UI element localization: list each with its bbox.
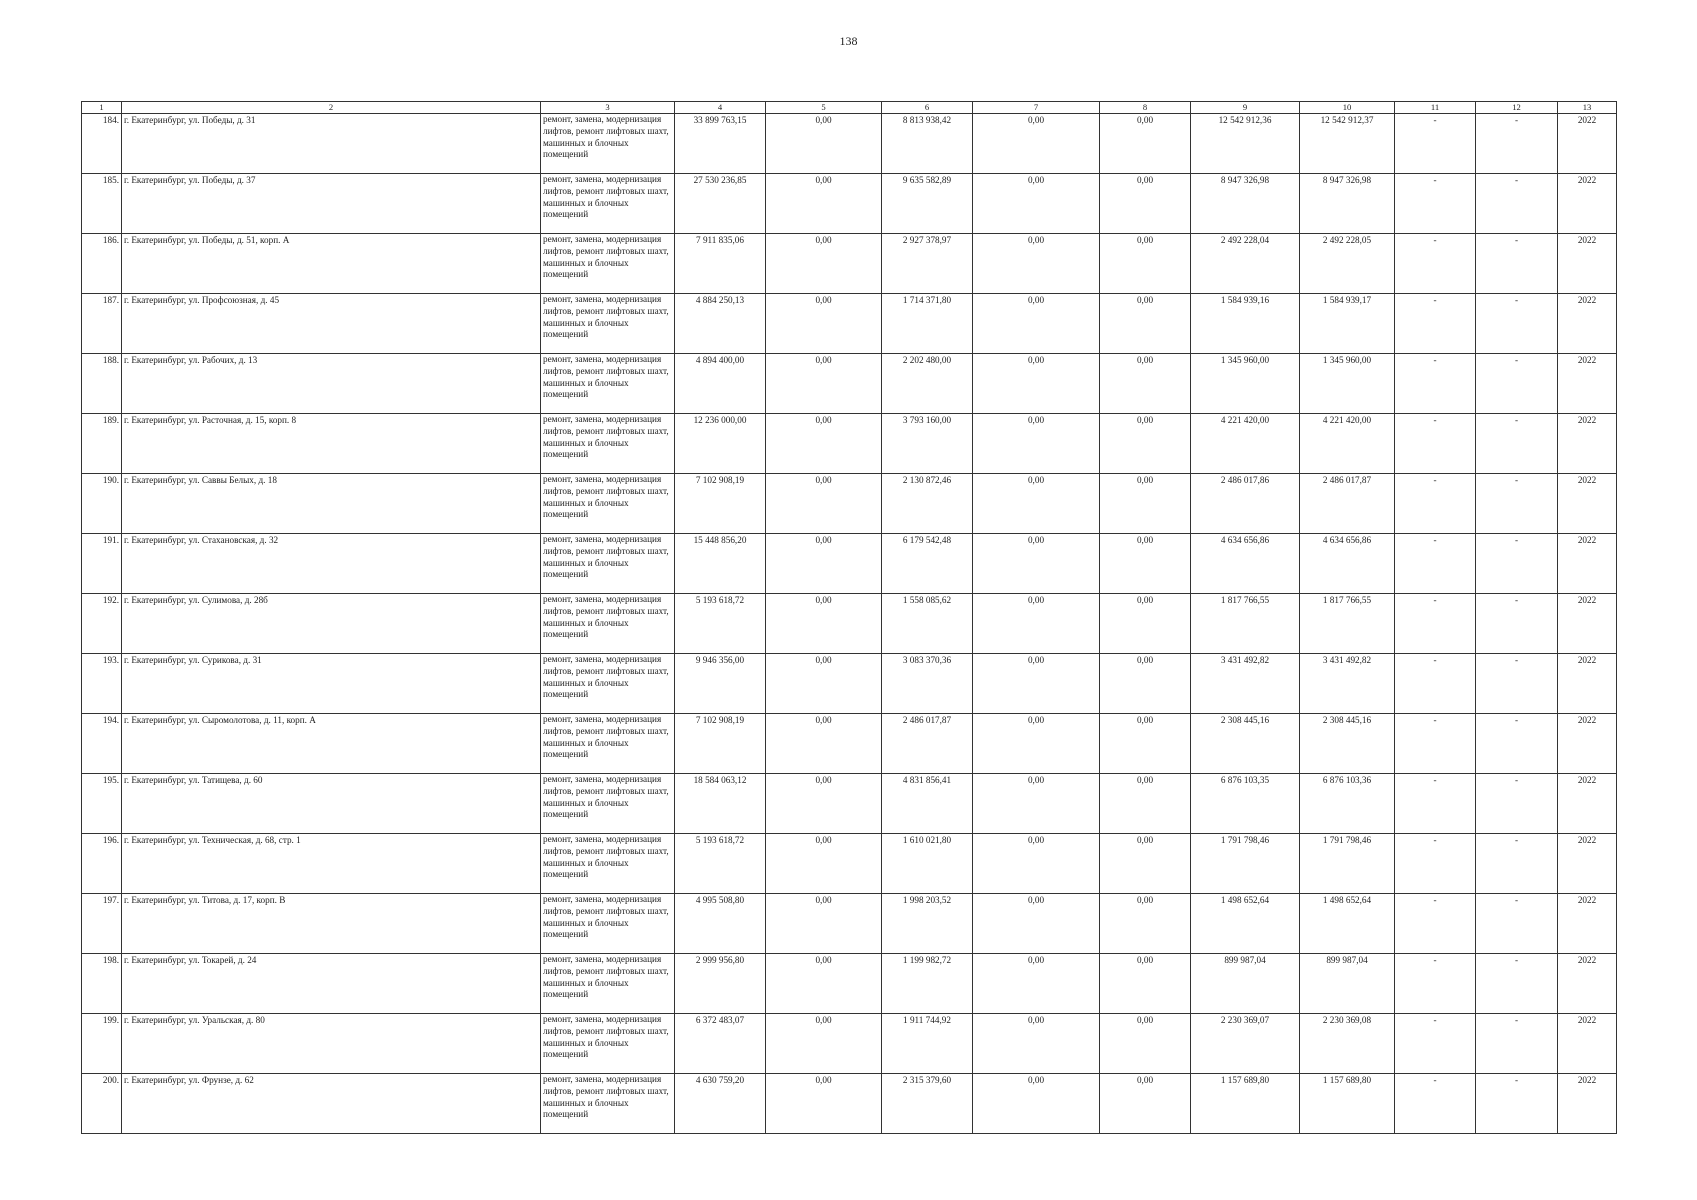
cell-work-type: ремонт, замена, модернизация лифтов, ремонт лифтовых шахт, машинных и блочных помещений [541,114,675,174]
cell-work-type: ремонт, замена, модернизация лифтов, ремонт лифтовых шахт, машинных и блочных помещений [541,294,675,354]
column-number-11: 11 [1395,102,1476,114]
cell-total-cost: 4 884 250,13 [675,294,766,354]
column-number-row [82,102,1617,114]
cell-col-8-value: 0,00 [1100,834,1191,894]
cell-row-index: 191. [82,534,122,594]
cell-col-11-value: - [1395,1014,1476,1074]
cell-col-11-value: - [1395,1074,1476,1134]
cell-col-8-value: 0,00 [1100,174,1191,234]
cell-row-index: 187. [82,294,122,354]
cell-col-8-value: 0,00 [1100,894,1191,954]
cell-col-12-value: - [1476,414,1558,474]
cell-col-5-value: 0,00 [766,294,882,354]
cell-col-5-value: 0,00 [766,954,882,1014]
table-row [82,1014,1617,1074]
cell-col-6-value: 2 486 017,87 [882,714,973,774]
cell-col-11-value: - [1395,774,1476,834]
cell-col-5-value: 0,00 [766,714,882,774]
cell-col-6-value: 2 315 379,60 [882,1074,973,1134]
cell-col-7-value: 0,00 [973,894,1100,954]
table-row [82,594,1617,654]
cell-col-10-value: 2 230 369,08 [1300,1014,1395,1074]
cell-col-12-value: - [1476,474,1558,534]
cell-col-11-value: - [1395,414,1476,474]
page-number: 138 [839,34,858,48]
cell-total-cost: 18 584 063,12 [675,774,766,834]
cell-col-12-value: - [1476,1014,1558,1074]
cell-col-6-value: 3 793 160,00 [882,414,973,474]
cell-col-8-value: 0,00 [1100,234,1191,294]
cell-total-cost: 7 102 908,19 [675,474,766,534]
cell-col-6-value: 1 610 021,80 [882,834,973,894]
cell-col-8-value: 0,00 [1100,354,1191,414]
cell-year: 2022 [1558,114,1617,174]
cell-col-6-value: 3 083 370,36 [882,654,973,714]
cell-work-type: ремонт, замена, модернизация лифтов, ремонт лифтовых шахт, машинных и блочных помещений [541,774,675,834]
cell-col-11-value: - [1395,594,1476,654]
cell-col-12-value: - [1476,354,1558,414]
cell-col-12-value: - [1476,834,1558,894]
cell-col-6-value: 1 998 203,52 [882,894,973,954]
cell-col-5-value: 0,00 [766,534,882,594]
cell-col-8-value: 0,00 [1100,534,1191,594]
cell-col-9-value: 1 345 960,00 [1191,354,1300,414]
cell-year: 2022 [1558,474,1617,534]
cell-col-5-value: 0,00 [766,174,882,234]
cell-row-index: 196. [82,834,122,894]
cell-address: г. Екатеринбург, ул. Сулимова, д. 28б [122,594,541,654]
cell-col-9-value: 1 498 652,64 [1191,894,1300,954]
cell-col-5-value: 0,00 [766,654,882,714]
cell-col-7-value: 0,00 [973,654,1100,714]
cell-year: 2022 [1558,174,1617,234]
cell-total-cost: 6 372 483,07 [675,1014,766,1074]
cell-col-10-value: 2 308 445,16 [1300,714,1395,774]
cell-col-11-value: - [1395,294,1476,354]
cell-work-type: ремонт, замена, модернизация лифтов, ремонт лифтовых шахт, машинных и блочных помещений [541,1074,675,1134]
cell-col-6-value: 8 813 938,42 [882,114,973,174]
cell-address: г. Екатеринбург, ул. Расточная, д. 15, корп. 8 [122,414,541,474]
cell-col-12-value: - [1476,534,1558,594]
column-number-4: 4 [675,102,766,114]
cell-total-cost: 4 630 759,20 [675,1074,766,1134]
cell-col-5-value: 0,00 [766,894,882,954]
cell-col-10-value: 1 498 652,64 [1300,894,1395,954]
cell-col-8-value: 0,00 [1100,1014,1191,1074]
cell-col-6-value: 2 130 872,46 [882,474,973,534]
cell-col-10-value: 3 431 492,82 [1300,654,1395,714]
cell-col-10-value: 6 876 103,36 [1300,774,1395,834]
cell-row-index: 190. [82,474,122,534]
cell-year: 2022 [1558,654,1617,714]
cell-year: 2022 [1558,294,1617,354]
table-row [82,894,1617,954]
table-row [82,294,1617,354]
cell-col-11-value: - [1395,654,1476,714]
cell-address: г. Екатеринбург, ул. Техническая, д. 68, стр. 1 [122,834,541,894]
cell-col-6-value: 1 199 982,72 [882,954,973,1014]
cell-col-8-value: 0,00 [1100,654,1191,714]
cell-col-9-value: 1 157 689,80 [1191,1074,1300,1134]
table-row [82,954,1617,1014]
cell-col-7-value: 0,00 [973,234,1100,294]
column-number-2: 2 [122,102,541,114]
cell-total-cost: 2 999 956,80 [675,954,766,1014]
column-number-5: 5 [766,102,882,114]
cell-col-9-value: 6 876 103,35 [1191,774,1300,834]
cell-col-6-value: 9 635 582,89 [882,174,973,234]
cell-year: 2022 [1558,234,1617,294]
cell-col-10-value: 2 486 017,87 [1300,474,1395,534]
cell-col-7-value: 0,00 [973,1074,1100,1134]
column-number-13: 13 [1558,102,1617,114]
cell-col-12-value: - [1476,954,1558,1014]
cell-year: 2022 [1558,414,1617,474]
column-number-8: 8 [1100,102,1191,114]
cell-row-index: 198. [82,954,122,1014]
cell-col-12-value: - [1476,1074,1558,1134]
cell-total-cost: 15 448 856,20 [675,534,766,594]
cell-year: 2022 [1558,954,1617,1014]
cell-year: 2022 [1558,1074,1617,1134]
cell-address: г. Екатеринбург, ул. Победы, д. 51, корп. А [122,234,541,294]
cell-col-7-value: 0,00 [973,474,1100,534]
cell-total-cost: 5 193 618,72 [675,594,766,654]
cell-col-7-value: 0,00 [973,294,1100,354]
cell-row-index: 184. [82,114,122,174]
cell-col-11-value: - [1395,714,1476,774]
cell-col-11-value: - [1395,534,1476,594]
cell-col-10-value: 4 634 656,86 [1300,534,1395,594]
table-row [82,234,1617,294]
cell-col-8-value: 0,00 [1100,714,1191,774]
cell-col-10-value: 1 791 798,46 [1300,834,1395,894]
cell-col-12-value: - [1476,114,1558,174]
table-row [82,654,1617,714]
cell-col-5-value: 0,00 [766,594,882,654]
cell-row-index: 192. [82,594,122,654]
table-row [82,114,1617,174]
cell-col-9-value: 4 634 656,86 [1191,534,1300,594]
cell-col-5-value: 0,00 [766,234,882,294]
cell-address: г. Екатеринбург, ул. Рабочих, д. 13 [122,354,541,414]
cell-work-type: ремонт, замена, модернизация лифтов, ремонт лифтовых шахт, машинных и блочных помещений [541,474,675,534]
cell-col-8-value: 0,00 [1100,1074,1191,1134]
cell-address: г. Екатеринбург, ул. Токарей, д. 24 [122,954,541,1014]
cell-col-9-value: 2 230 369,07 [1191,1014,1300,1074]
cell-col-10-value: 12 542 912,37 [1300,114,1395,174]
cell-row-index: 197. [82,894,122,954]
cell-col-8-value: 0,00 [1100,474,1191,534]
cell-col-8-value: 0,00 [1100,414,1191,474]
column-number-6: 6 [882,102,973,114]
cell-total-cost: 12 236 000,00 [675,414,766,474]
table-row [82,1074,1617,1134]
cell-work-type: ремонт, замена, модернизация лифтов, ремонт лифтовых шахт, машинных и блочных помещений [541,714,675,774]
cell-address: г. Екатеринбург, ул. Саввы Белых, д. 18 [122,474,541,534]
cell-row-index: 188. [82,354,122,414]
repair-register-table [81,101,1617,1134]
cell-work-type: ремонт, замена, модернизация лифтов, ремонт лифтовых шахт, машинных и блочных помещений [541,1014,675,1074]
cell-work-type: ремонт, замена, модернизация лифтов, ремонт лифтовых шахт, машинных и блочных помещений [541,354,675,414]
cell-col-9-value: 2 492 228,04 [1191,234,1300,294]
cell-col-6-value: 4 831 856,41 [882,774,973,834]
cell-work-type: ремонт, замена, модернизация лифтов, ремонт лифтовых шахт, машинных и блочных помещений [541,174,675,234]
column-number-1: 1 [82,102,122,114]
cell-year: 2022 [1558,354,1617,414]
cell-col-11-value: - [1395,894,1476,954]
cell-total-cost: 4 995 508,80 [675,894,766,954]
table-row [82,474,1617,534]
cell-total-cost: 33 899 763,15 [675,114,766,174]
cell-col-12-value: - [1476,894,1558,954]
cell-year: 2022 [1558,774,1617,834]
cell-col-9-value: 8 947 326,98 [1191,174,1300,234]
cell-address: г. Екатеринбург, ул. Фрунзе, д. 62 [122,1074,541,1134]
cell-col-12-value: - [1476,174,1558,234]
table-row [82,774,1617,834]
cell-col-7-value: 0,00 [973,714,1100,774]
cell-col-9-value: 899 987,04 [1191,954,1300,1014]
cell-work-type: ремонт, замена, модернизация лифтов, ремонт лифтовых шахт, машинных и блочных помещений [541,594,675,654]
column-number-3: 3 [541,102,675,114]
cell-col-8-value: 0,00 [1100,114,1191,174]
column-number-7: 7 [973,102,1100,114]
cell-col-11-value: - [1395,834,1476,894]
cell-col-11-value: - [1395,234,1476,294]
cell-row-index: 195. [82,774,122,834]
column-number-10: 10 [1300,102,1395,114]
cell-col-7-value: 0,00 [973,774,1100,834]
cell-col-11-value: - [1395,174,1476,234]
cell-col-10-value: 4 221 420,00 [1300,414,1395,474]
cell-col-9-value: 12 542 912,36 [1191,114,1300,174]
cell-work-type: ремонт, замена, модернизация лифтов, ремонт лифтовых шахт, машинных и блочных помещений [541,534,675,594]
cell-col-5-value: 0,00 [766,834,882,894]
table-row [82,174,1617,234]
cell-col-12-value: - [1476,654,1558,714]
cell-col-5-value: 0,00 [766,114,882,174]
cell-col-10-value: 8 947 326,98 [1300,174,1395,234]
table-row [82,834,1617,894]
cell-address: г. Екатеринбург, ул. Сурикова, д. 31 [122,654,541,714]
cell-col-9-value: 1 791 798,46 [1191,834,1300,894]
cell-col-8-value: 0,00 [1100,774,1191,834]
cell-address: г. Екатеринбург, ул. Уральская, д. 80 [122,1014,541,1074]
cell-col-6-value: 2 202 480,00 [882,354,973,414]
cell-year: 2022 [1558,894,1617,954]
cell-row-index: 194. [82,714,122,774]
cell-col-5-value: 0,00 [766,354,882,414]
cell-col-5-value: 0,00 [766,474,882,534]
cell-year: 2022 [1558,1014,1617,1074]
cell-work-type: ремонт, замена, модернизация лифтов, ремонт лифтовых шахт, машинных и блочных помещений [541,654,675,714]
cell-row-index: 189. [82,414,122,474]
cell-total-cost: 9 946 356,00 [675,654,766,714]
cell-col-7-value: 0,00 [973,354,1100,414]
cell-work-type: ремонт, замена, модернизация лифтов, ремонт лифтовых шахт, машинных и блочных помещений [541,234,675,294]
cell-work-type: ремонт, замена, модернизация лифтов, ремонт лифтовых шахт, машинных и блочных помещений [541,954,675,1014]
cell-col-12-value: - [1476,594,1558,654]
cell-address: г. Екатеринбург, ул. Сыромолотова, д. 11, корп. А [122,714,541,774]
cell-col-8-value: 0,00 [1100,594,1191,654]
cell-col-9-value: 3 431 492,82 [1191,654,1300,714]
cell-year: 2022 [1558,714,1617,774]
table-row [82,354,1617,414]
cell-total-cost: 27 530 236,85 [675,174,766,234]
cell-col-11-value: - [1395,354,1476,414]
cell-col-5-value: 0,00 [766,1074,882,1134]
table-row [82,414,1617,474]
cell-address: г. Екатеринбург, ул. Победы, д. 31 [122,114,541,174]
cell-col-10-value: 1 817 766,55 [1300,594,1395,654]
table-row [82,534,1617,594]
cell-address: г. Екатеринбург, ул. Победы, д. 37 [122,174,541,234]
cell-col-9-value: 2 308 445,16 [1191,714,1300,774]
cell-row-index: 193. [82,654,122,714]
cell-col-12-value: - [1476,714,1558,774]
column-number-9: 9 [1191,102,1300,114]
cell-col-5-value: 0,00 [766,1014,882,1074]
cell-col-11-value: - [1395,114,1476,174]
cell-work-type: ремонт, замена, модернизация лифтов, ремонт лифтовых шахт, машинных и блочных помещений [541,834,675,894]
cell-address: г. Екатеринбург, ул. Татищева, д. 60 [122,774,541,834]
cell-work-type: ремонт, замена, модернизация лифтов, ремонт лифтовых шахт, машинных и блочных помещений [541,894,675,954]
cell-col-12-value: - [1476,294,1558,354]
cell-col-7-value: 0,00 [973,954,1100,1014]
cell-col-10-value: 1 345 960,00 [1300,354,1395,414]
cell-col-6-value: 6 179 542,48 [882,534,973,594]
table-row [82,714,1617,774]
cell-col-6-value: 1 558 085,62 [882,594,973,654]
cell-col-5-value: 0,00 [766,774,882,834]
cell-col-12-value: - [1476,774,1558,834]
cell-col-6-value: 2 927 378,97 [882,234,973,294]
cell-col-10-value: 2 492 228,05 [1300,234,1395,294]
cell-col-6-value: 1 911 744,92 [882,1014,973,1074]
cell-col-8-value: 0,00 [1100,954,1191,1014]
cell-col-7-value: 0,00 [973,414,1100,474]
cell-col-11-value: - [1395,474,1476,534]
cell-col-10-value: 1 584 939,17 [1300,294,1395,354]
cell-work-type: ремонт, замена, модернизация лифтов, ремонт лифтовых шахт, машинных и блочных помещений [541,414,675,474]
cell-col-9-value: 1 584 939,16 [1191,294,1300,354]
cell-col-7-value: 0,00 [973,174,1100,234]
cell-col-7-value: 0,00 [973,114,1100,174]
cell-col-7-value: 0,00 [973,1014,1100,1074]
cell-total-cost: 7 102 908,19 [675,714,766,774]
cell-total-cost: 4 894 400,00 [675,354,766,414]
column-number-12: 12 [1476,102,1558,114]
cell-address: г. Екатеринбург, ул. Титова, д. 17, корп. В [122,894,541,954]
cell-row-index: 200. [82,1074,122,1134]
cell-col-5-value: 0,00 [766,414,882,474]
cell-col-7-value: 0,00 [973,594,1100,654]
table-header [82,102,1617,114]
cell-row-index: 185. [82,174,122,234]
cell-col-11-value: - [1395,954,1476,1014]
cell-col-10-value: 1 157 689,80 [1300,1074,1395,1134]
cell-col-9-value: 4 221 420,00 [1191,414,1300,474]
cell-year: 2022 [1558,834,1617,894]
cell-col-12-value: - [1476,234,1558,294]
cell-col-7-value: 0,00 [973,534,1100,594]
cell-total-cost: 5 193 618,72 [675,834,766,894]
cell-year: 2022 [1558,534,1617,594]
cell-col-10-value: 899 987,04 [1300,954,1395,1014]
cell-address: г. Екатеринбург, ул. Стахановская, д. 32 [122,534,541,594]
cell-total-cost: 7 911 835,06 [675,234,766,294]
cell-col-9-value: 1 817 766,55 [1191,594,1300,654]
cell-col-6-value: 1 714 371,80 [882,294,973,354]
cell-address: г. Екатеринбург, ул. Профсоюзная, д. 45 [122,294,541,354]
cell-row-index: 199. [82,1014,122,1074]
cell-row-index: 186. [82,234,122,294]
cell-col-7-value: 0,00 [973,834,1100,894]
cell-col-9-value: 2 486 017,86 [1191,474,1300,534]
cell-col-8-value: 0,00 [1100,294,1191,354]
table-body [82,114,1617,1134]
cell-year: 2022 [1558,594,1617,654]
